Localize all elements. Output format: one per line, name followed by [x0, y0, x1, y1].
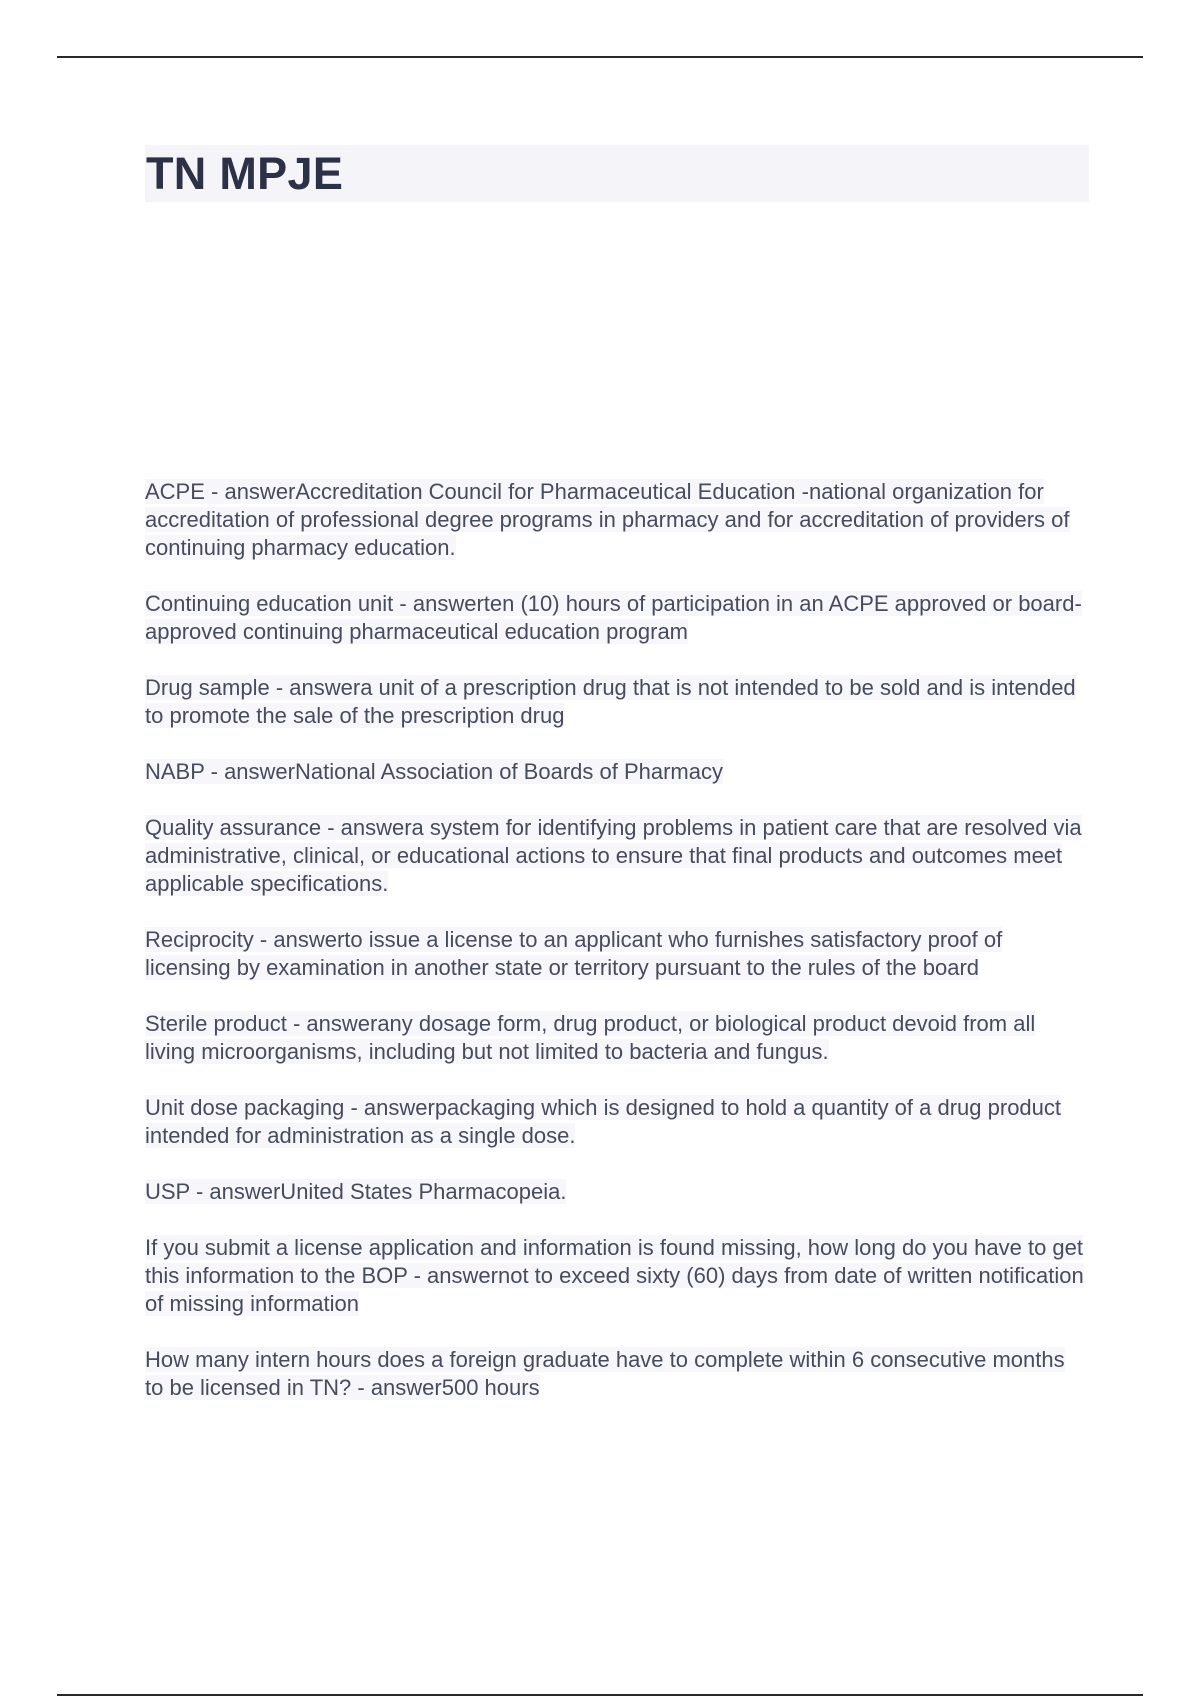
- list-item: [145, 478, 1089, 562]
- entry-text: Reciprocity - answerto issue a license to an applicant who furnishes satisfactory proof of licensing by examination in another state or territory pursuant to the rules of the board: [145, 927, 1003, 980]
- entry-text: NABP - answerNational Association of Boards of Pharmacy: [145, 759, 723, 784]
- list-item: [145, 1094, 1089, 1150]
- list-item: [145, 1346, 1089, 1402]
- entry-text: If you submit a license application and information is found missing, how long do you have to get this information to the BOP - answernot to exceed sixty (60) days from date of written notification of missing information: [145, 1235, 1084, 1316]
- page-bottom-rule: [57, 1694, 1143, 1696]
- entry-text: ACPE - answerAccreditation Council for Pharmaceutical Education -national organization for accreditation of professional degree programs in pharmacy and for accreditation of providers of continuing pharmacy education.: [145, 479, 1070, 560]
- flashcard-list: [145, 478, 1089, 1430]
- list-item: [145, 590, 1089, 646]
- page-top-rule: [57, 56, 1143, 58]
- list-item: [145, 1234, 1089, 1318]
- entry-text: USP - answerUnited States Pharmacopeia.: [145, 1179, 567, 1204]
- entry-text: Sterile product - answerany dosage form, drug product, or biological product devoid from all living microorganisms, including but not limited to bacteria and fungus.: [145, 1011, 1036, 1064]
- list-item: [145, 926, 1089, 982]
- list-item: [145, 814, 1089, 898]
- entry-text: Drug sample - answera unit of a prescription drug that is not intended to be sold and is intended to promote the sale of the prescription drug: [145, 675, 1076, 728]
- list-item: [145, 758, 1089, 786]
- list-item: [145, 674, 1089, 730]
- entry-text: How many intern hours does a foreign graduate have to complete within 6 consecutive months to be licensed in TN? - answer500 hours: [145, 1347, 1065, 1400]
- list-item: [145, 1010, 1089, 1066]
- entry-text: Quality assurance - answera system for identifying problems in patient care that are resolved via administrative, clinical, or educational actions to ensure that final products and outcomes meet applicable specifications.: [145, 815, 1082, 896]
- entry-text: Unit dose packaging - answerpackaging which is designed to hold a quantity of a drug product intended for administration as a single dose.: [145, 1095, 1062, 1148]
- document-title: TN MPJE: [146, 148, 344, 199]
- entry-text: Continuing education unit - answerten (10) hours of participation in an ACPE approved or board-approved continuing pharmaceutical education program: [145, 591, 1082, 644]
- list-item: [145, 1178, 1089, 1206]
